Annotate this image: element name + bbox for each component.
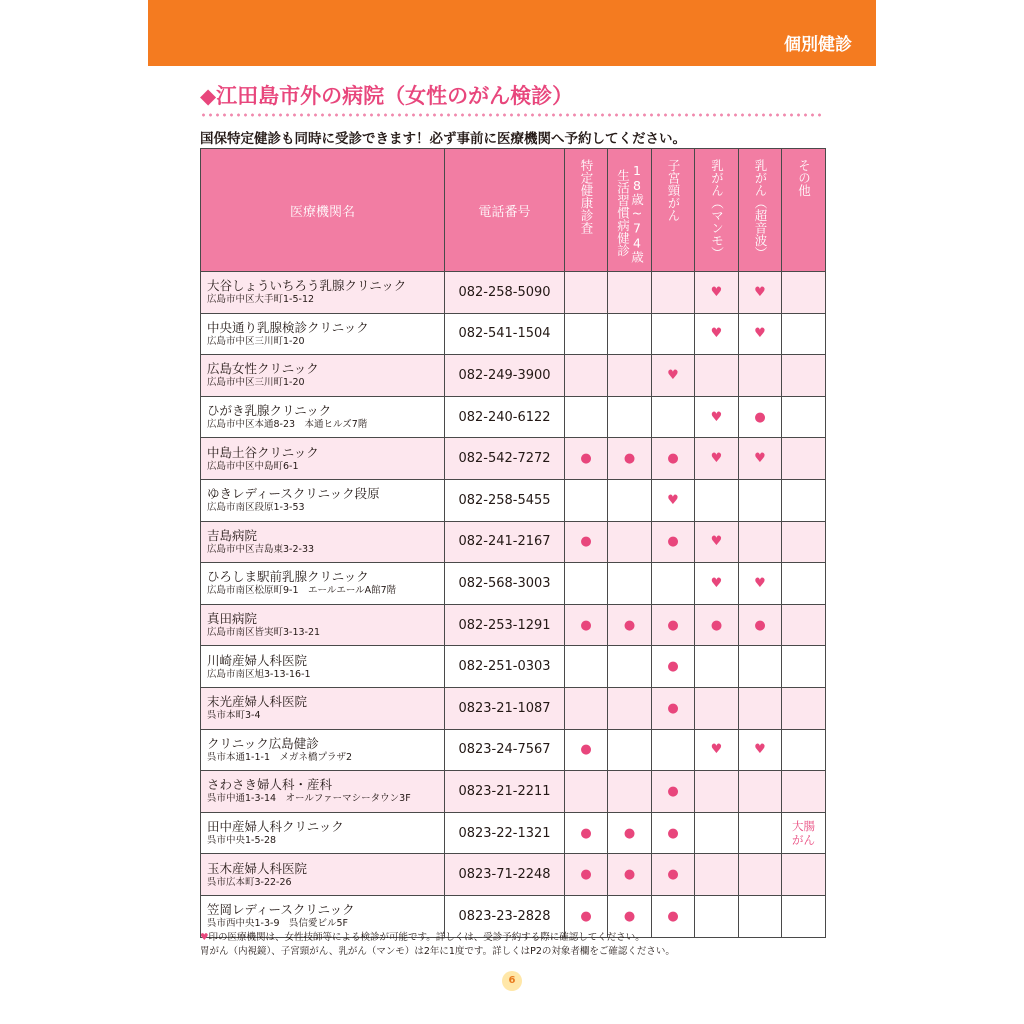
circle-mark-icon: ● — [565, 895, 608, 937]
clinic-cell — [201, 355, 445, 397]
circle-mark-icon: ● — [608, 854, 652, 896]
table-row — [201, 396, 826, 438]
table-row — [201, 729, 826, 771]
table-row — [201, 563, 826, 605]
empty-cell — [739, 895, 782, 937]
circle-mark-icon: ● — [652, 895, 695, 937]
clinic-address: 呉市西中央1-3-9 呉信愛ビル5F — [207, 918, 348, 930]
clinic-phone: 082-258-5090 — [445, 272, 565, 314]
section-title: ◆江田島市外の病院（女性のがん検診） — [200, 84, 574, 108]
empty-cell — [739, 646, 782, 688]
empty-cell — [782, 687, 826, 729]
clinic-address: 広島市南区松原町9-1 エールエールA館7階 — [207, 585, 397, 597]
empty-cell — [739, 479, 782, 521]
circle-mark-icon: ● — [608, 812, 652, 854]
empty-cell — [782, 604, 826, 646]
empty-cell — [695, 687, 739, 729]
clinic-address: 広島市中区大手町1-5-12 — [207, 294, 315, 306]
clinic-name: 真田病院 — [207, 611, 258, 627]
heart-mark-icon: ♥ — [739, 438, 782, 480]
clinic-phone: 082-251-0303 — [445, 646, 565, 688]
clinic-table — [200, 148, 826, 938]
heart-mark-icon: ♥ — [695, 396, 739, 438]
empty-cell — [608, 771, 652, 813]
heart-mark-icon: ♥ — [695, 521, 739, 563]
clinic-address: 広島市中区中島町6-1 — [207, 460, 299, 472]
circle-mark-icon: ● — [565, 729, 608, 771]
empty-cell — [565, 479, 608, 521]
empty-cell — [695, 854, 739, 896]
heart-mark-icon: ♥ — [739, 729, 782, 771]
clinic-name: さわさき婦人科・産科 — [207, 777, 333, 793]
clinic-phone: 0823-71-2248 — [445, 854, 565, 896]
circle-mark-icon: ● — [565, 812, 608, 854]
empty-cell — [565, 771, 608, 813]
table-row — [201, 355, 826, 397]
empty-cell — [565, 687, 608, 729]
clinic-name: 吉島病院 — [207, 527, 258, 543]
clinic-address: 広島市中区三川町1-20 — [207, 377, 305, 389]
circle-mark-icon: ● — [608, 895, 652, 937]
clinic-name: 田中産婦人科クリニック — [207, 819, 344, 835]
clinic-cell — [201, 812, 445, 854]
table-row — [201, 272, 826, 314]
empty-cell — [652, 729, 695, 771]
table-row — [201, 646, 826, 688]
clinic-name: 末光産婦人科医院 — [207, 694, 308, 710]
circle-mark-icon: ● — [739, 604, 782, 646]
table-row — [201, 479, 826, 521]
empty-cell — [739, 521, 782, 563]
empty-cell — [782, 521, 826, 563]
empty-cell — [608, 729, 652, 771]
clinic-cell — [201, 479, 445, 521]
clinic-cell — [201, 604, 445, 646]
footer-note-1: ♥印の医療機関は、女性技師等による検診が可能です。詳しくは、受診予約する際に確認してください。 — [200, 932, 645, 943]
heart-mark-icon: ♥ — [695, 438, 739, 480]
empty-cell — [652, 272, 695, 314]
clinic-address: 呉市中央1-5-28 — [207, 835, 277, 847]
empty-cell — [565, 646, 608, 688]
table-header-row — [201, 149, 826, 272]
clinic-phone: 082-249-3900 — [445, 355, 565, 397]
empty-cell — [695, 355, 739, 397]
clinic-phone: 082-568-3003 — [445, 563, 565, 605]
clinic-address: 呉市広本町3-22-26 — [207, 876, 292, 888]
clinic-address: 広島市南区皆実町3-13-21 — [207, 627, 321, 639]
clinic-phone: 082-240-6122 — [445, 396, 565, 438]
empty-cell — [608, 563, 652, 605]
empty-cell — [565, 396, 608, 438]
clinic-phone: 082-542-7272 — [445, 438, 565, 480]
heart-mark-icon: ♥ — [695, 313, 739, 355]
empty-cell — [565, 355, 608, 397]
reservation-note: 国保特定健診も同時に受診できます！必ず事前に医療機関へ予約してください。 — [200, 131, 686, 147]
empty-cell — [608, 479, 652, 521]
empty-cell — [782, 479, 826, 521]
clinic-phone: 082-541-1504 — [445, 313, 565, 355]
table-row — [201, 687, 826, 729]
table-row — [201, 771, 826, 813]
empty-cell — [695, 812, 739, 854]
clinic-cell — [201, 521, 445, 563]
empty-cell — [739, 771, 782, 813]
circle-mark-icon: ● — [695, 604, 739, 646]
heart-mark-icon: ♥ — [739, 313, 782, 355]
empty-cell — [608, 396, 652, 438]
empty-cell — [782, 646, 826, 688]
header-specific-checkup: 特定健康診査 — [565, 149, 608, 272]
clinic-phone: 082-253-1291 — [445, 604, 565, 646]
other-exam-label: 大腸 がん — [782, 812, 826, 854]
circle-mark-icon: ● — [739, 396, 782, 438]
empty-cell — [739, 854, 782, 896]
clinic-name: 広島女性クリニック — [207, 361, 319, 377]
clinic-cell — [201, 396, 445, 438]
clinic-cell — [201, 854, 445, 896]
clinic-name: ひろしま駅前乳腺クリニック — [207, 569, 369, 585]
clinic-address: 広島市南区旭3-13-16-1 — [207, 668, 311, 680]
clinic-name: 中央通り乳腺検診クリニック — [207, 319, 369, 335]
empty-cell — [608, 646, 652, 688]
heart-icon: ♥ — [200, 932, 209, 943]
empty-cell — [739, 355, 782, 397]
clinic-phone: 082-258-5455 — [445, 479, 565, 521]
empty-cell — [652, 313, 695, 355]
empty-cell — [782, 272, 826, 314]
header-breast-ultrasound: 乳がん（超音波） — [739, 149, 782, 272]
clinic-phone: 0823-21-2211 — [445, 771, 565, 813]
heart-mark-icon: ♥ — [695, 272, 739, 314]
circle-mark-icon: ● — [652, 771, 695, 813]
header-cervical-cancer: 子宮頸がん — [652, 149, 695, 272]
clinic-name: 大谷しょういちろう乳腺クリニック — [207, 278, 407, 294]
empty-cell — [608, 687, 652, 729]
circle-mark-icon: ● — [652, 438, 695, 480]
clinic-address: 広島市中区三川町1-20 — [207, 335, 305, 347]
circle-mark-icon: ● — [565, 438, 608, 480]
circle-mark-icon: ● — [652, 604, 695, 646]
table-row — [201, 854, 826, 896]
empty-cell — [652, 563, 695, 605]
empty-cell — [608, 313, 652, 355]
header-lifestyle-checkup: 18歳~74歳 生活習慣病健診 — [608, 149, 652, 272]
heart-mark-icon: ♥ — [739, 563, 782, 605]
empty-cell — [782, 895, 826, 937]
header-breast-mammo: 乳がん（マンモ） — [695, 149, 739, 272]
heart-mark-icon: ♥ — [695, 729, 739, 771]
footer-note-2: 胃がん（内視鏡）、子宮頸がん、乳がん（マンモ）は2年に1度です。詳しくはP2の対象者欄をご確認ください。 — [200, 946, 675, 957]
table-row — [201, 521, 826, 563]
empty-cell — [608, 521, 652, 563]
heart-mark-icon: ♥ — [652, 355, 695, 397]
circle-mark-icon: ● — [652, 646, 695, 688]
empty-cell — [782, 854, 826, 896]
heart-mark-icon: ♥ — [739, 272, 782, 314]
empty-cell — [782, 438, 826, 480]
header-other: その他 — [782, 149, 826, 272]
empty-cell — [608, 272, 652, 314]
clinic-name: 玉木産婦人科医院 — [207, 860, 308, 876]
empty-cell — [695, 479, 739, 521]
empty-cell — [782, 313, 826, 355]
page-number: 6 — [502, 971, 522, 991]
clinic-address: 広島市中区吉島東3-2-33 — [207, 543, 315, 555]
clinic-cell — [201, 687, 445, 729]
clinic-phone: 0823-24-7567 — [445, 729, 565, 771]
table-row — [201, 313, 826, 355]
empty-cell — [565, 272, 608, 314]
clinic-name: ゆきレディースクリニック段原 — [207, 486, 380, 502]
circle-mark-icon: ● — [565, 521, 608, 563]
clinic-address: 呉市本通1-1-1 メガネ橋プラザ2 — [207, 751, 353, 763]
empty-cell — [695, 646, 739, 688]
empty-cell — [608, 355, 652, 397]
circle-mark-icon: ● — [608, 604, 652, 646]
clinic-name: クリニック広島健診 — [207, 735, 319, 751]
clinic-cell — [201, 563, 445, 605]
clinic-cell — [201, 438, 445, 480]
clinic-name: ひがき乳腺クリニック — [207, 403, 332, 419]
clinic-cell — [201, 646, 445, 688]
clinic-name: 川崎産婦人科医院 — [207, 652, 308, 668]
empty-cell — [565, 563, 608, 605]
clinic-cell — [201, 729, 445, 771]
clinic-address: 広島市中区本通8-23 本通ヒルズ7階 — [207, 419, 368, 431]
circle-mark-icon: ● — [652, 687, 695, 729]
clinic-address: 呉市中通1-3-14 オールファーマシータウン3F — [207, 793, 411, 805]
table-row — [201, 812, 826, 854]
clinic-cell — [201, 771, 445, 813]
clinic-address: 呉市本町3-4 — [207, 710, 261, 722]
clinic-cell — [201, 313, 445, 355]
circle-mark-icon: ● — [565, 854, 608, 896]
empty-cell — [739, 812, 782, 854]
clinic-name: 中島土谷クリニック — [207, 444, 319, 460]
table-row — [201, 604, 826, 646]
empty-cell — [565, 313, 608, 355]
circle-mark-icon: ● — [608, 438, 652, 480]
header-clinic-name: 医療機関名 — [201, 149, 445, 272]
clinic-address: 広島市南区段原1-3-53 — [207, 502, 305, 514]
clinic-phone: 0823-22-1321 — [445, 812, 565, 854]
header-bar — [148, 0, 876, 66]
empty-cell — [782, 729, 826, 771]
dotted-divider — [200, 113, 825, 117]
clinic-phone: 0823-23-2828 — [445, 895, 565, 937]
heart-mark-icon: ♥ — [695, 563, 739, 605]
circle-mark-icon: ● — [652, 854, 695, 896]
table-row — [201, 438, 826, 480]
empty-cell — [782, 396, 826, 438]
empty-cell — [695, 771, 739, 813]
header-phone: 電話番号 — [445, 149, 565, 272]
circle-mark-icon: ● — [652, 812, 695, 854]
empty-cell — [782, 563, 826, 605]
clinic-name: 笠岡レディースクリニック — [207, 902, 355, 918]
empty-cell — [782, 771, 826, 813]
heart-mark-icon: ♥ — [652, 479, 695, 521]
circle-mark-icon: ● — [565, 604, 608, 646]
header-label: 個別健診 — [784, 35, 852, 55]
circle-mark-icon: ● — [652, 521, 695, 563]
empty-cell — [739, 687, 782, 729]
empty-cell — [695, 895, 739, 937]
footer-notes — [200, 931, 675, 959]
empty-cell — [782, 355, 826, 397]
empty-cell — [652, 396, 695, 438]
clinic-phone: 0823-21-1087 — [445, 687, 565, 729]
clinic-phone: 082-241-2167 — [445, 521, 565, 563]
clinic-cell — [201, 272, 445, 314]
